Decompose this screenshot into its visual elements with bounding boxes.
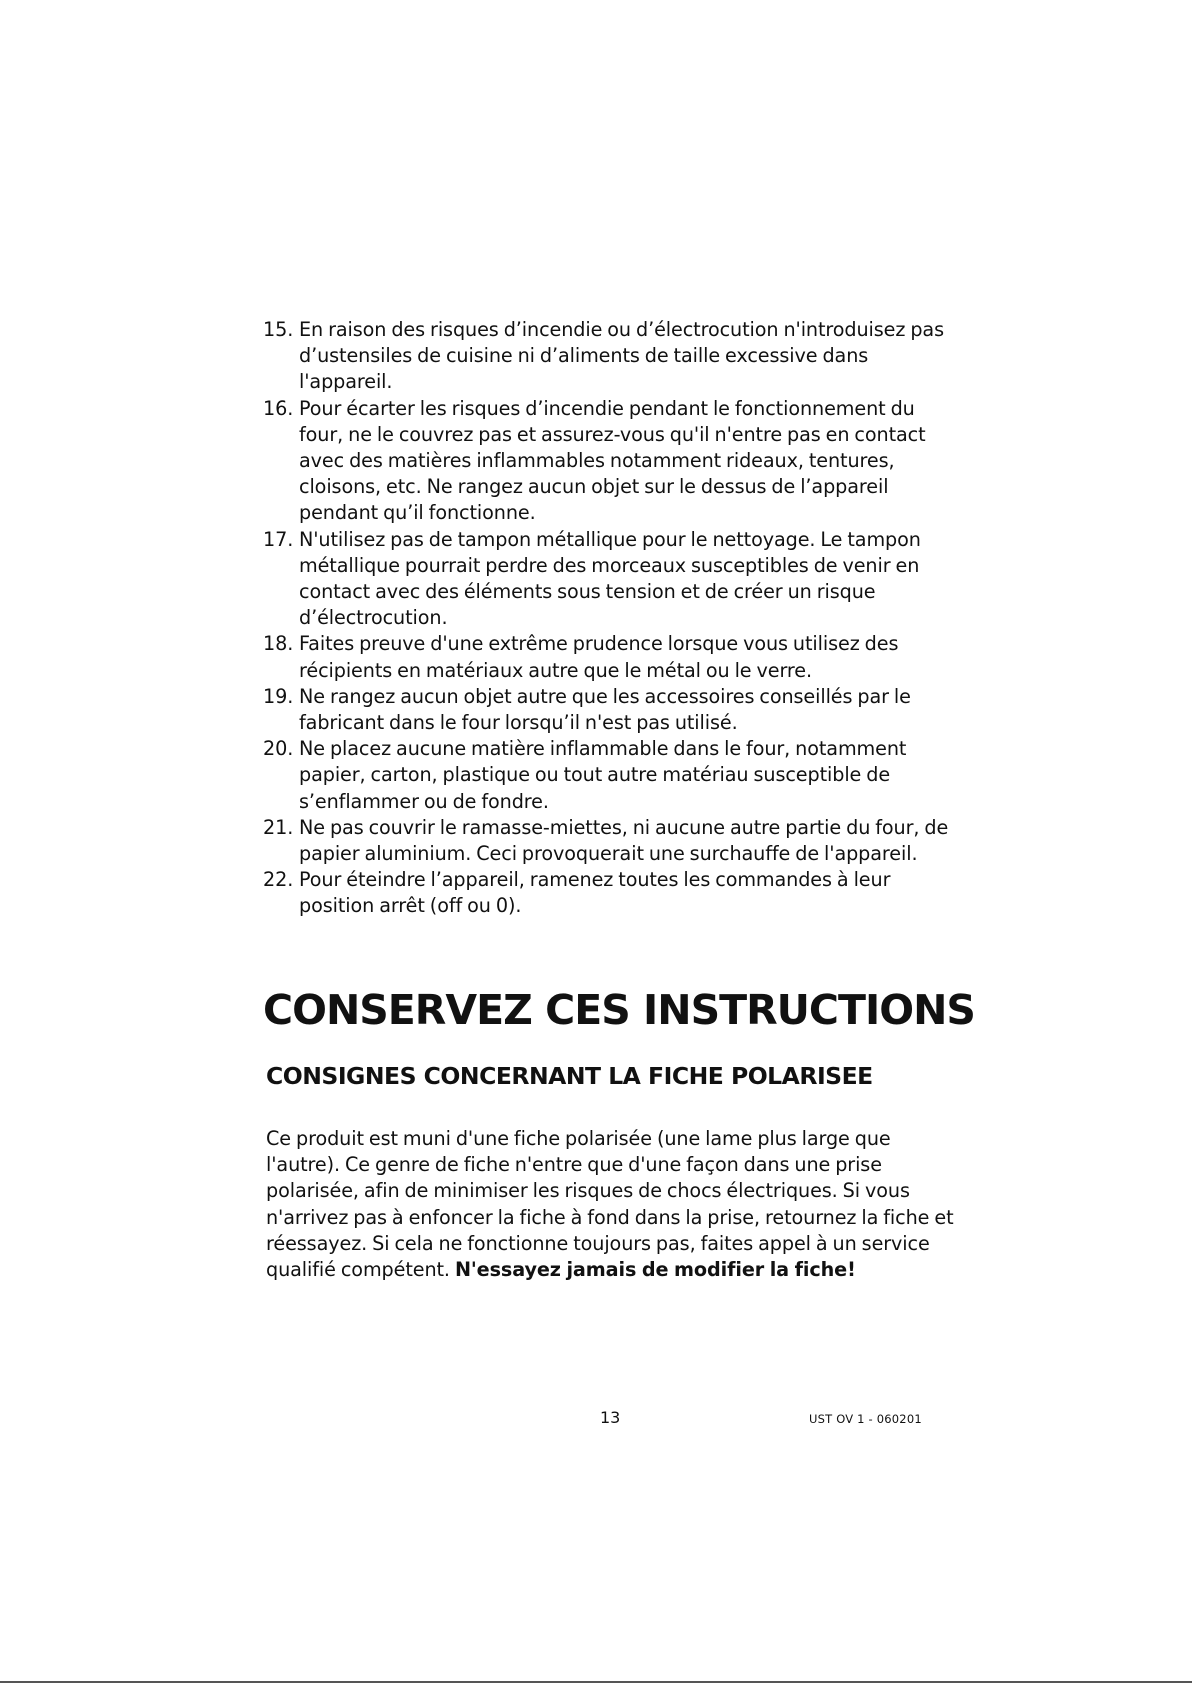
list-item-text: Ne placez aucune matière inflammable dans le four, notamment papier, carton, plastique ou tout autre matériau susceptible de s’enflammer ou de fondre. — [299, 737, 907, 813]
paragraph-warning: N'essayez jamais de modifier la fiche! — [454, 1258, 856, 1282]
list-item-text: Faites preuve d'une extrême prudence lorsque vous utilisez des récipients en matériaux autre que le métal ou le verre. — [299, 632, 899, 682]
list-item-number: 19. — [263, 684, 294, 708]
list-item-text: En raison des risques d’incendie ou d’électrocution n'introduisez pas d’ustensiles de cuisine ni d’aliments de taille excessive dans l'appareil. — [299, 318, 944, 394]
list-item-text: Ne pas couvrir le ramasse-miettes, ni aucune autre partie du four, de papier aluminium. Ceci provoquerait une surchauffe de l'appareil. — [299, 815, 949, 866]
list-item — [263, 527, 963, 632]
list-item — [263, 867, 963, 919]
list-item-number: 20. — [263, 737, 294, 761]
list-item — [263, 631, 963, 683]
document-code: UST OV 1 - 060201 — [809, 1412, 922, 1426]
list-item — [263, 684, 963, 736]
list-item-number: 17. — [263, 527, 294, 551]
paragraph-text: Ce produit est muni d'une fiche polarisée (une lame plus large que l'autre). Ce genre de fiche n'entre que d'une façon dans une prise polarisée, afin de minimiser les risques de chocs électriques. Si vous n'arrivez pas à enfoncer la fiche à fond dans la prise, retournez la fiche et réessayez. Si cela ne fonctionne toujours pas, faites appel à un service qualifié compétent. — [266, 1127, 954, 1282]
list-item-text: Pour éteindre l’appareil, ramenez toutes les commandes à leur position arrêt (off ou 0). — [299, 868, 891, 918]
list-item-number: 18. — [263, 632, 294, 656]
list-item-text: Pour écarter les risques d’incendie pendant le fonctionnement du four, ne le couvrez pas et assurez-vous qu'il n'entre pas en contact avec des matières inflammables notamment rideaux, tentures, cloisons, etc. Ne rangez aucun objet sur le dessus de l’appareil pendant qu’il fonctionne. — [299, 396, 926, 525]
bottom-divider — [0, 1681, 1192, 1683]
page-number: 13 — [600, 1408, 621, 1427]
list-item — [263, 815, 963, 867]
polarized-plug-paragraph — [266, 1126, 966, 1283]
list-item-text: Ne rangez aucun objet autre que les accessoires conseillés par le fabricant dans le four lorsqu’il n'est pas utilisé. — [299, 684, 911, 735]
section-heading: CONSIGNES CONCERNANT LA FICHE POLARISEE — [266, 1062, 873, 1090]
list-item — [263, 317, 963, 396]
list-item-number: 16. — [263, 396, 294, 420]
safety-instructions-list — [263, 317, 963, 920]
list-item-text: N'utilisez pas de tampon métallique pour le nettoyage. Le tampon métallique pourrait perdre des morceaux susceptibles de venir en contact avec des éléments sous tension et de créer un risque d’électrocution. — [299, 527, 921, 630]
main-heading: CONSERVEZ CES INSTRUCTIONS — [263, 986, 975, 1034]
list-item-number: 21. — [263, 815, 294, 839]
list-item — [263, 396, 963, 527]
list-item — [263, 736, 963, 815]
list-item-number: 15. — [263, 318, 294, 341]
list-item-number: 22. — [263, 868, 294, 892]
